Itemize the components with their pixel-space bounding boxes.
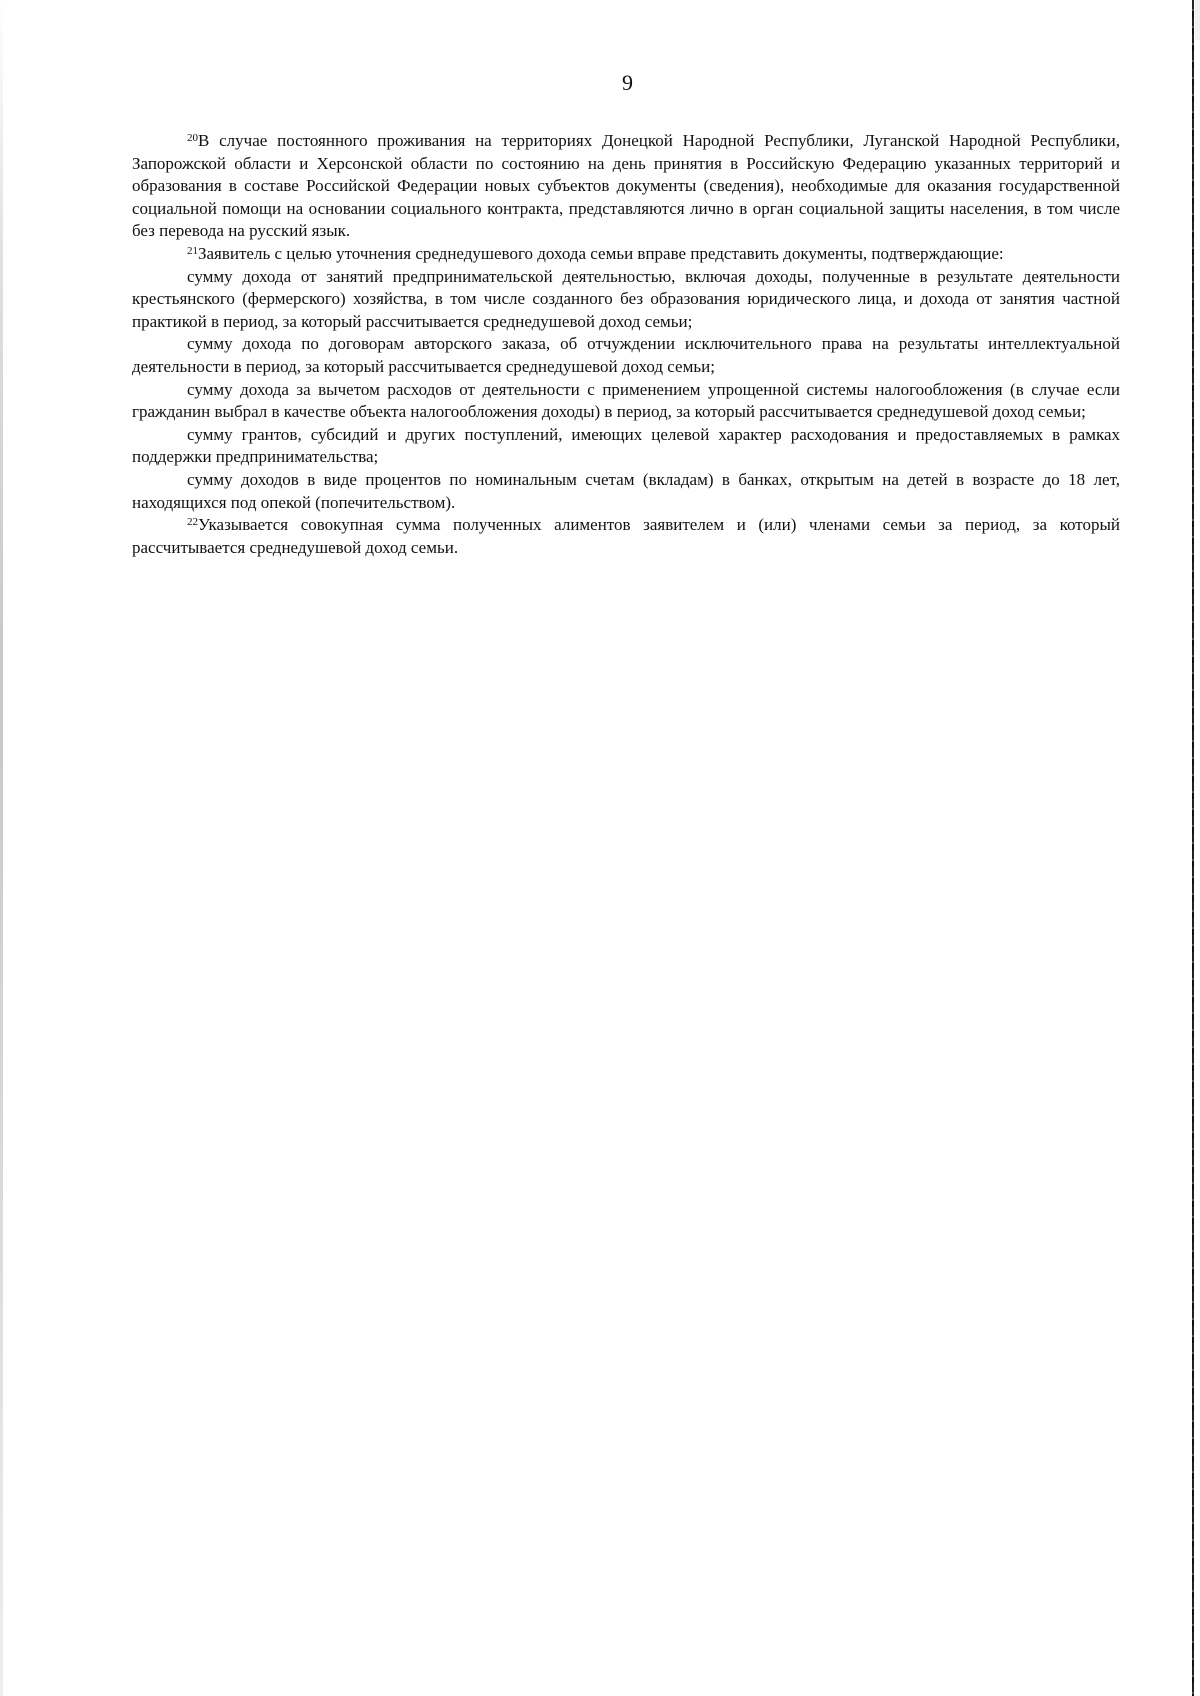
page-number: 9: [622, 70, 633, 95]
list-item-business-income: [132, 266, 1120, 334]
list-item-text: сумму грантов, субсидий и других поступлений, имеющих целевой характер расходования и предоставляемых в рамках поддержки предпринимательства;: [132, 424, 1120, 467]
list-item-text: сумму дохода по договорам авторского заказа, об отчуждении исключительного права на результаты интеллектуальной деятельности в период, за который рассчитывается среднедушевой доход семьи;: [132, 334, 1120, 376]
list-item-author-income: [132, 333, 1120, 378]
list-item-text: сумму доходов в виде процентов по номинальным счетам (вкладам) в банках, открытым на детей в возрасте до 18 лет, находящихся под опекой (попечительством).: [132, 469, 1120, 512]
list-item-simplified-tax-income: [132, 379, 1120, 424]
scan-edge-right: [1191, 0, 1200, 1696]
list-item-text: сумму дохода от занятий предпринимательской деятельностью, включая доходы, полученные в результате деятельности крестьянского (фермерского) хозяйства, в том числе созданного без образования юридического лица, и дохода от занятия частной практикой в период, за который рассчитывается среднедушевой доход семьи;: [132, 266, 1120, 331]
list-item-text: сумму дохода за вычетом расходов от деятельности с применением упрощенной системы налогообложения (в случае если гражданин выбрал в качестве объекта налогообложения доходы) в период, за который рассчитывается среднедушевой доход семьи;: [132, 379, 1120, 422]
list-item-grants: [132, 424, 1120, 469]
footnote-mark: 22: [187, 516, 198, 529]
footnote-22: [132, 514, 1120, 559]
footnote-mark: 20: [187, 132, 198, 144]
scan-edge-left: [0, 0, 3, 1696]
footnote-mark: 21: [187, 244, 198, 257]
footnote-text: В случае постоянного проживания на территориях Донецкой Народной Республики, Луганской Народной Республики, Запорожской области и Херсонской области по состоянию на день принятия в Российскую Федерацию указанных территорий и образования в составе Российской Федерации новых субъектов документы (сведения), необходимые для оказания государственной социальной помощи на основании социального контракта, представляются лично в орган социальной защиты населения, в том числе без перевода на русский язык.: [132, 131, 1120, 241]
footnotes-block: [132, 130, 1120, 559]
footnote-text: Заявитель с целью уточнения среднедушевого дохода семьи вправе представить документы, подтверждающие:: [198, 243, 1004, 263]
footnote-21: [132, 243, 1120, 266]
footnote-text: Указывается совокупная сумма полученных алиментов заявителем и (или) членами семьи за период, за который рассчитывается среднедушевой доход семьи.: [132, 515, 1120, 557]
list-item-interest-income: [132, 469, 1120, 514]
footnote-20: [132, 130, 1120, 243]
